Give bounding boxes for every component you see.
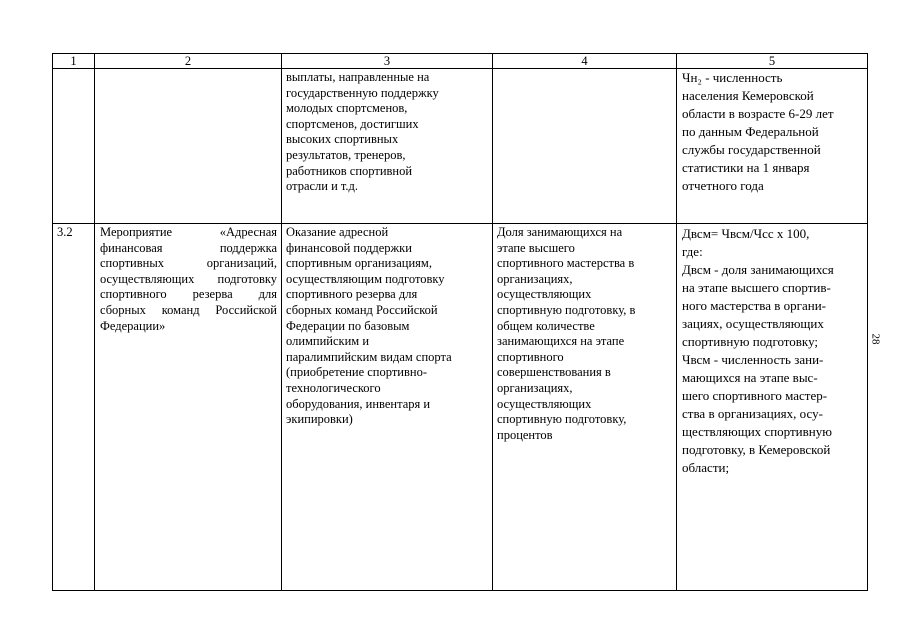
cell-continued-col1: [53, 69, 95, 224]
document-table: [52, 53, 868, 591]
header-cell-2: 2: [95, 54, 282, 69]
table-header-row: [53, 54, 868, 69]
cell-text: выплаты, направленные на государственную поддержку молодых спортсменов, спортсменов, достигших высоких спортивных результатов, тренеров, работников спортивной отрасли и т.д.: [286, 70, 439, 194]
cell-text: 3.2: [57, 225, 73, 239]
cell-text: Мероприятие «Адресная финансовая поддержка спортивных организаций, осуществляющих подготовку спортивного резерва для сборных команд Российской Федерации»: [100, 225, 277, 333]
header-cell-1: 1: [53, 54, 95, 69]
cell-3-2-indicator: [493, 224, 677, 591]
cell-3-2-event: [95, 224, 282, 591]
cell-3-2-description: [282, 224, 493, 591]
cell-text: Доля занимающихся на этапе высшего спортивного мастерства в организациях, осуществляющих спортивную подготовку, в общем количестве занимающихся на этапе спортивного совершенствования в организациях, осуществляющих спортивную подготовку, процентов: [497, 225, 636, 442]
cell-3-2-number: [53, 224, 95, 591]
cell-3-2-formula: [677, 224, 868, 591]
table-row-3-2: [53, 224, 868, 591]
page-number: 28: [869, 333, 882, 345]
table-row-continued: [53, 69, 868, 224]
cell-continued-col4: [493, 69, 677, 224]
cell-continued-col5: [677, 69, 868, 224]
cell-continued-col3: [282, 69, 493, 224]
header-cell-4: 4: [493, 54, 677, 69]
cell-text: Оказание адресной финансовой поддержки спортивным организациям, осуществляющим подготовку спортивного резерва для сборных команд Российской Федерации по базовым олимпийским и паралимпийским видам спорта (приобретение спортивно- технологического оборудования, инвентаря и экипировки): [286, 225, 452, 427]
header-cell-3: 3: [282, 54, 493, 69]
header-cell-5: 5: [677, 54, 868, 69]
cell-text: Чн₂ - численность населения Кемеровской области в возрасте 6-29 лет по данным Федеральной службы государственной статистики на 1 января отчетного года: [682, 70, 834, 193]
cell-text: Двсм= Чвсм/Чсс x 100, где: Двсм - доля занимающихся на этапе высшего спортив- ного мастерства в органи- зациях, осуществляющих спортивную подготовку; Чвсм - численность зани- мающихся на этапе выс- шего спортивного мастер- ства в организациях, осу- ществляющих спортивную подготовку, в Кемеровской области;: [682, 226, 834, 475]
cell-continued-col2: [95, 69, 282, 224]
